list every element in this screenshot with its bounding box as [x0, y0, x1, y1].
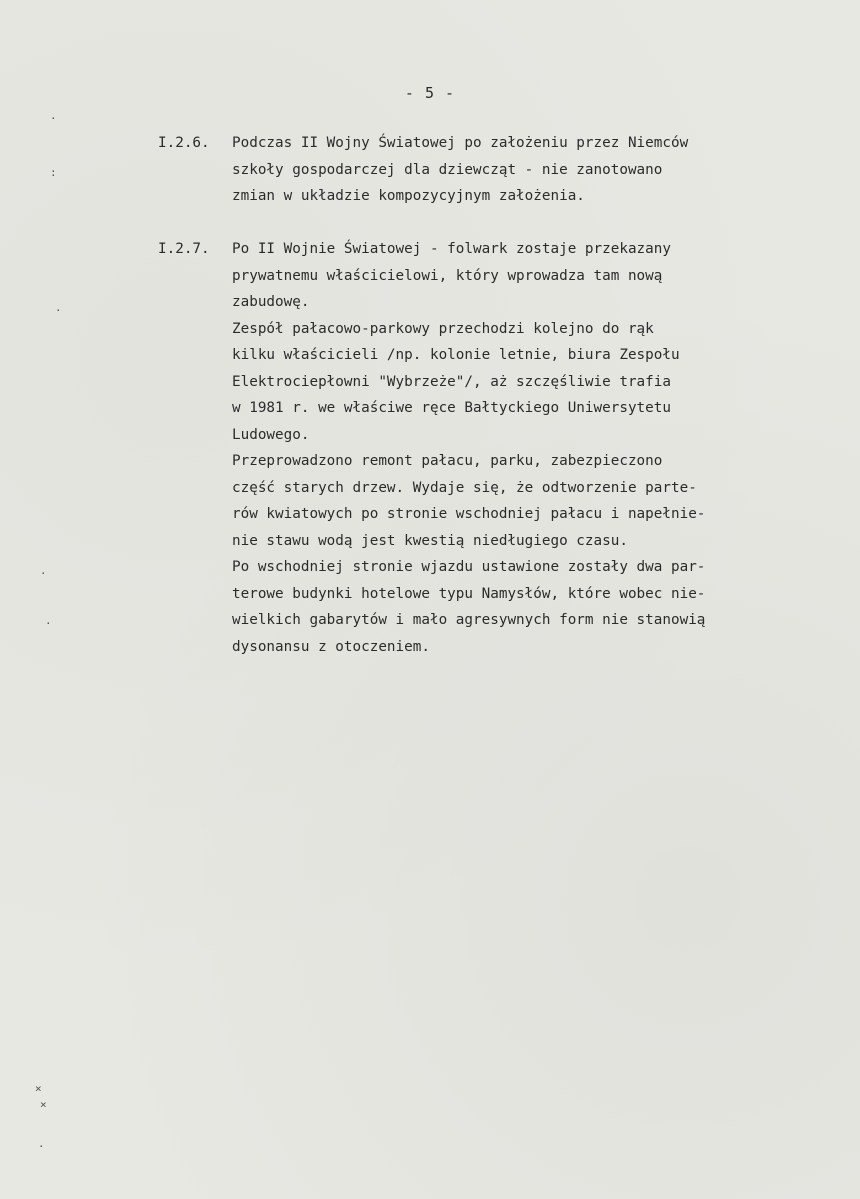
- section-i-2-6: [158, 130, 838, 210]
- text-line: zabudowę.: [232, 294, 310, 310]
- text-line: Elektrociepłowni "Wybrzeże"/, aż szczęśliwie trafia: [232, 373, 671, 390]
- page-number: - 5 -: [404, 84, 456, 102]
- section-number: I.2.7.: [158, 241, 210, 257]
- text-line: szkoły gospodarczej dla dziewcząt - nie zanotowano: [232, 161, 663, 178]
- text-line: dysonansu z otoczeniem.: [232, 638, 430, 655]
- scan-speck: ·: [40, 567, 47, 580]
- text-line: Po II Wojnie Światowej - folwark zostaje przekazany: [232, 241, 671, 257]
- text-line: Zespół pałacowo-parkowy przechodzi kolejno do rąk: [232, 320, 654, 337]
- scan-speck: ·: [55, 304, 62, 317]
- text-line: kilku właścicieli /np. kolonie letnie, biura Zespołu: [232, 347, 680, 363]
- section-first-line: [158, 236, 838, 263]
- text-line: Po wschodniej stronie wjazdu ustawione zostały dwa par-: [232, 559, 706, 575]
- scan-speck: ·: [50, 112, 57, 125]
- scan-speck: ·: [38, 1140, 45, 1153]
- scan-speck: ·: [45, 617, 52, 630]
- text-line: wielkich gabarytów i mało agresywnych form nie stanowią: [232, 612, 706, 628]
- text-line: Ludowego.: [232, 426, 310, 443]
- section-first-line: [158, 130, 838, 157]
- section-number: I.2.6.: [158, 135, 210, 151]
- scan-speck: ×: [40, 1098, 47, 1111]
- text-line: prywatnemu właścicielowi, który wprowadza tam nową: [232, 267, 663, 284]
- text-line: nie stawu wodą jest kwestią niedługiego czasu.: [232, 532, 628, 549]
- section-i-2-7: [158, 236, 838, 660]
- scan-speck: ×: [35, 1082, 42, 1095]
- text-line: zmian w układzie kompozycyjnym założenia.: [232, 188, 585, 204]
- text-line: w 1981 r. we właściwe ręce Bałtyckiego Uniwersytetu: [232, 400, 671, 416]
- scan-speck: :: [50, 166, 57, 179]
- text-line: Podczas II Wojny Światowej po założeniu przez Niemców: [232, 135, 689, 151]
- text-line: terowe budynki hotelowe typu Namysłów, które wobec nie-: [232, 585, 706, 602]
- text-line: rów kwiatowych po stronie wschodniej pałacu i napełnie-: [232, 506, 706, 522]
- text-line: część starych drzew. Wydaje się, że odtworzenie parte-: [232, 479, 697, 496]
- text-line: Przeprowadzono remont pałacu, parku, zabezpieczono: [232, 453, 663, 469]
